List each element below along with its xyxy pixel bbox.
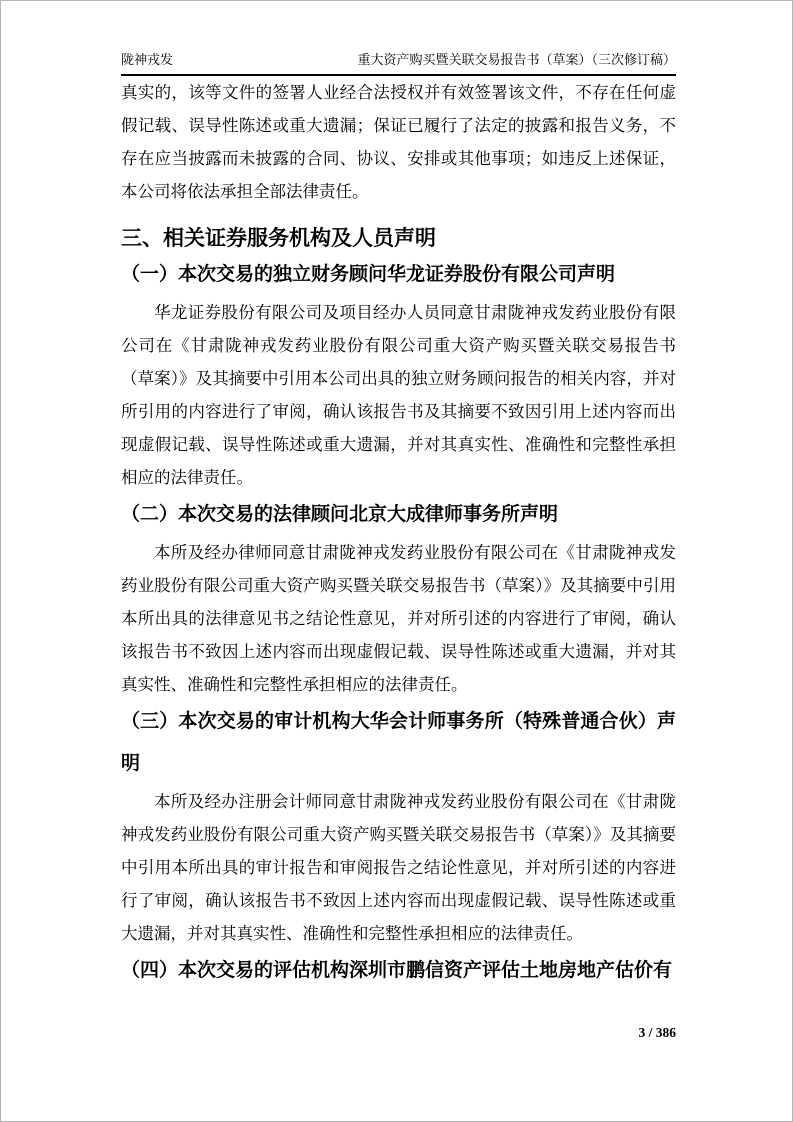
body-paragraph-legal-counsel-statement: 本所及经办律师同意甘肃陇神戎发药业股份有限公司在《甘肃陇神戎发药业股份有限公司重大资产购买暨关联交易报告书（草案）》及其摘要中引用本所出具的法律意见书之结论性意见，并对所引述的内容进行了审阅，确认该报告书不致因上述内容而出现虚假记载、误导性陈述或重大遗漏，并对其真实性、准确性和完整性承担相应的法律责任。: [121, 543, 676, 694]
body-paragraph-audit-firm-statement: 本所及经办注册会计师同意甘肃陇神戎发药业股份有限公司在《甘肃陇神戎发药业股份有限公司重大资产购买暨关联交易报告书（草案）》及其摘要中引用本所出具的审计报告和审阅报告之结论性意见，并对所引述的内容进行了审阅，确认该报告书不致因上述内容而出现虚假记载、误导性陈述或重大遗漏，并对其真实性、准确性和完整性承担相应的法律责任。: [121, 792, 676, 943]
running-header: [121, 1, 676, 76]
section-heading-3: 三、相关证券服务机构及人员声明: [121, 227, 436, 250]
body-paragraph-financial-advisor-statement: 华龙证券股份有限公司及项目经办人员同意甘肃陇神戎发药业股份有限公司在《甘肃陇神戎发药业股份有限公司重大资产购买暨关联交易报告书（草案）》及其摘要中引用本公司出具的独立财务顾问报告的相关内容，并对所引用的内容进行了审阅，确认该报告书及其摘要不致因引用上述内容而出现虚假记载、误导性陈述或重大遗漏，并对其真实性、准确性和完整性承担相应的法律责任。: [121, 303, 676, 487]
subsection-heading-4-appraisal-firm: （四）本次交易的评估机构深圳市鹏信资产评估土地房地产估价有: [121, 960, 673, 981]
pdf-page: [1, 1, 792, 1121]
header-company-short-name: 陇神戎发: [121, 52, 174, 67]
subsection-heading-2-legal-counsel: （二）本次交易的法律顾问北京大成律师事务所声明: [121, 504, 559, 525]
subsection-heading-1-financial-advisor: （一）本次交易的独立财务顾问华龙证券股份有限公司声明: [121, 264, 616, 285]
subsection-heading-3-audit-firm: （三）本次交易的审计机构大华会计师事务所（特殊普通合伙）声明: [121, 711, 676, 774]
page-number: 3 / 386: [638, 1025, 676, 1040]
body-paragraph-continuation: 真实的，该等文件的签署人业经合法授权并有效签署该文件，不存在任何虚假记载、误导性陈述或重大遗漏；保证已履行了法定的披露和报告义务，不存在应当披露而未披露的合同、协议、安排或其他事项；如违反上述保证，本公司将依法承担全部法律责任。: [121, 83, 676, 201]
header-report-title: 重大资产购买暨关联交易报告书（草案）（三次修订稿）: [357, 52, 676, 67]
